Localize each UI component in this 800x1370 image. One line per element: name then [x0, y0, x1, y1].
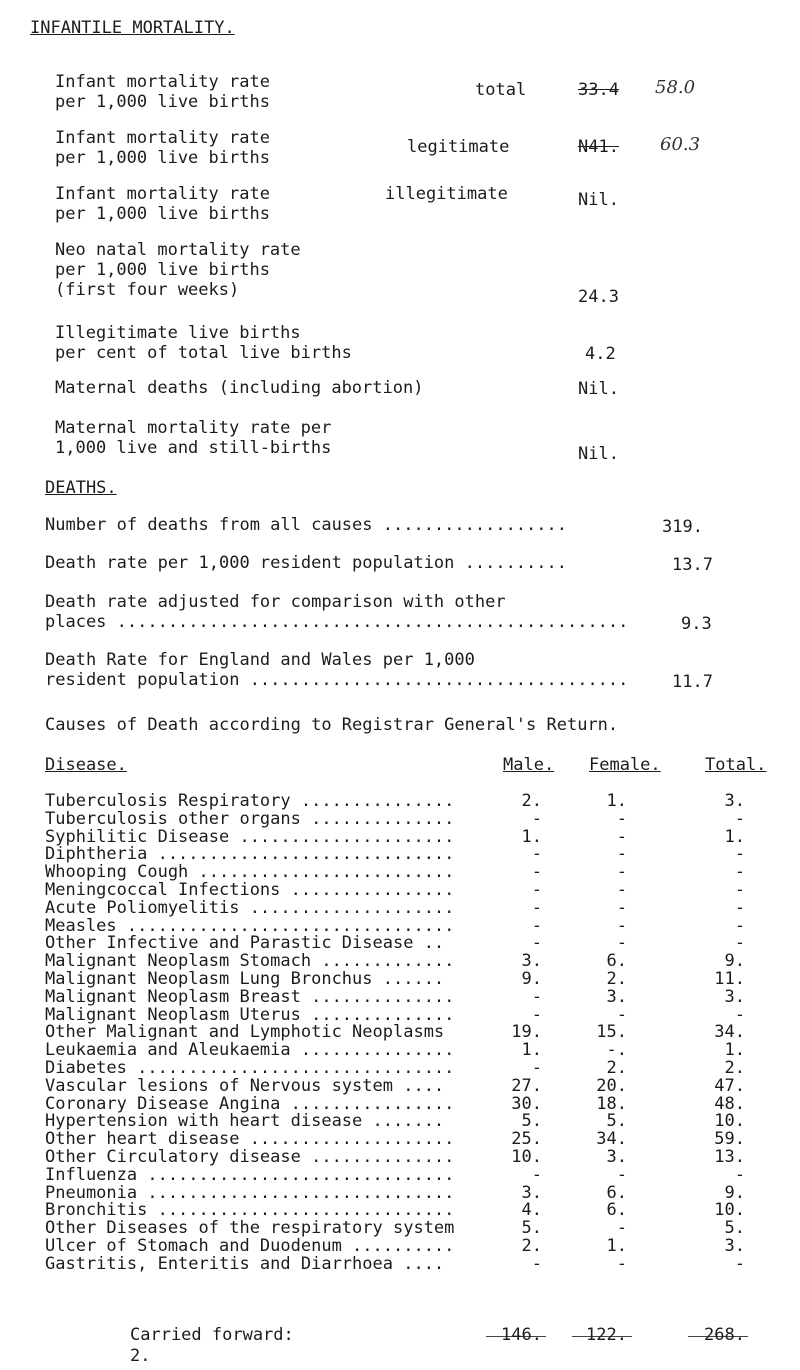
stat-value: 24.3	[578, 287, 619, 307]
total-count: -	[734, 809, 745, 829]
col-header-male: Male.	[503, 755, 555, 775]
male-count: -	[531, 1058, 542, 1078]
stat-value: 9.3	[681, 614, 712, 634]
male-count: 10.	[511, 1147, 542, 1167]
disease-name: Tuberculosis Respiratory ...............	[45, 791, 455, 811]
disease-name: Vascular lesions of Nervous system ....	[45, 1076, 445, 1096]
female-count: 3.	[606, 1147, 627, 1167]
female-count: -	[616, 1165, 627, 1185]
female-count: -	[616, 827, 627, 847]
male-count: 5.	[521, 1218, 542, 1238]
disease-name: Other Circulatory disease ..............	[45, 1147, 455, 1167]
male-count: 25.	[511, 1129, 542, 1149]
stat-value: 4.2	[585, 344, 616, 364]
female-count: 15.	[596, 1022, 627, 1042]
total-count: 1.	[724, 1040, 745, 1060]
disease-name: Malignant Neoplasm Breast ..............	[45, 987, 455, 1007]
total-count: 2.	[724, 1058, 745, 1078]
disease-name: Diphtheria .............................	[45, 844, 455, 864]
male-count: -	[531, 1005, 542, 1025]
disease-name: Pneumonia ..............................	[45, 1183, 455, 1203]
female-count: -	[616, 880, 627, 900]
disease-name: Leukaemia and Aleukaemia ...............	[45, 1040, 455, 1060]
male-count: 4.	[521, 1200, 542, 1220]
female-count: -	[616, 916, 627, 936]
disease-name: Malignant Neoplasm Uterus ..............	[45, 1005, 455, 1025]
male-count: 3.	[521, 951, 542, 971]
handwritten-correction: 58.0	[655, 77, 696, 98]
male-count: 2.	[521, 1236, 542, 1256]
disease-name: Diabetes ...............................	[45, 1058, 455, 1078]
disease-name: Coronary Disease Angina ................	[45, 1094, 455, 1114]
stat-label: resident population .....................................	[45, 670, 629, 690]
female-count: 6.	[606, 1200, 627, 1220]
male-count: -	[531, 844, 542, 864]
page-number: 2.	[130, 1346, 151, 1366]
female-count: 2.	[606, 969, 627, 989]
carried-forward-male: 146.	[501, 1325, 542, 1345]
male-count: -	[531, 933, 542, 953]
deaths-heading: DEATHS.	[45, 478, 117, 498]
female-count: 1.	[606, 1236, 627, 1256]
male-count: 1.	[521, 1040, 542, 1060]
female-count: -	[616, 933, 627, 953]
male-count: -	[531, 862, 542, 882]
stat-category: legitimate	[407, 137, 510, 157]
total-count: -	[734, 844, 745, 864]
female-count: 3.	[606, 987, 627, 1007]
stat-label: per 1,000 live births	[55, 204, 270, 224]
male-count: -	[531, 1165, 542, 1185]
male-count: -	[531, 1254, 542, 1274]
female-count: 1.	[606, 791, 627, 811]
stat-label: places ..................................................	[45, 612, 629, 632]
male-count: 3.	[521, 1183, 542, 1203]
stat-value: Nil.	[578, 444, 619, 464]
female-count: 6.	[606, 951, 627, 971]
stat-label: Death rate adjusted for comparison with other	[45, 592, 506, 612]
disease-name: Other Diseases of the respiratory system	[45, 1218, 455, 1238]
stat-label: (first four weeks)	[55, 280, 240, 300]
male-count: 1.	[521, 827, 542, 847]
total-count: -	[734, 862, 745, 882]
female-count: 18.	[596, 1094, 627, 1114]
female-count: 34.	[596, 1129, 627, 1149]
female-count: 2.	[606, 1058, 627, 1078]
total-count: -	[734, 933, 745, 953]
total-count: 5.	[724, 1218, 745, 1238]
female-count: -	[616, 1254, 627, 1274]
causes-heading: Causes of Death according to Registrar General's Return.	[45, 715, 619, 735]
stat-label: Maternal deaths (including abortion)	[55, 378, 424, 398]
total-count: 34.	[714, 1022, 745, 1042]
disease-name: Acute Poliomyelitis ....................	[45, 898, 455, 918]
stat-label: 1,000 live and still-births	[55, 438, 332, 458]
female-count: -	[616, 1005, 627, 1025]
disease-name: Other Infective and Parastic Disease ..	[45, 933, 445, 953]
stat-label: per 1,000 live births	[55, 148, 270, 168]
stat-label: Death Rate for England and Wales per 1,000	[45, 650, 475, 670]
total-count: 47.	[714, 1076, 745, 1096]
stat-value: 33.4	[578, 80, 619, 100]
total-count: 3.	[724, 1236, 745, 1256]
total-count: 10.	[714, 1111, 745, 1131]
female-count: -	[616, 809, 627, 829]
total-count: -	[734, 1005, 745, 1025]
stat-label: Maternal mortality rate per	[55, 418, 332, 438]
stat-label: per cent of total live births	[55, 343, 352, 363]
total-count: -	[734, 1165, 745, 1185]
female-count: -.	[606, 1040, 627, 1060]
male-count: 30.	[511, 1094, 542, 1114]
disease-name: Syphilitic Disease .....................	[45, 827, 455, 847]
page-title: INFANTILE MORTALITY.	[30, 18, 235, 38]
female-count: -	[616, 844, 627, 864]
female-count: -	[616, 898, 627, 918]
disease-name: Gastritis, Enteritis and Diarrhoea ....	[45, 1254, 445, 1274]
total-count: 9.	[724, 1183, 745, 1203]
total-count: 3.	[724, 987, 745, 1007]
female-count: -	[616, 1218, 627, 1238]
female-count: 5.	[606, 1111, 627, 1131]
stat-label: per 1,000 live births	[55, 92, 270, 112]
male-count: 9.	[521, 969, 542, 989]
stat-label: Death rate per 1,000 resident population ..........	[45, 553, 567, 573]
total-count: 10.	[714, 1200, 745, 1220]
stat-label: Illegitimate live births	[55, 323, 301, 343]
male-count: -	[531, 809, 542, 829]
male-count: -	[531, 987, 542, 1007]
male-count: 27.	[511, 1076, 542, 1096]
total-count: 59.	[714, 1129, 745, 1149]
female-count: 6.	[606, 1183, 627, 1203]
disease-name: Measles ................................	[45, 916, 455, 936]
col-header-female: Female.	[589, 755, 661, 775]
disease-name: Meningcoccal Infections ................	[45, 880, 455, 900]
stat-category: total	[475, 80, 527, 100]
stat-label: Infant mortality rate	[55, 128, 270, 148]
total-count: 11.	[714, 969, 745, 989]
disease-name: Tuberculosis other organs ..............	[45, 809, 455, 829]
stat-value: 319.	[662, 517, 703, 537]
stat-label: Infant mortality rate	[55, 184, 270, 204]
stat-value: Nil.	[578, 379, 619, 399]
disease-name: Whooping Cough .........................	[45, 862, 455, 882]
stat-value: 11.7	[672, 672, 713, 692]
stat-label: Number of deaths from all causes ..................	[45, 515, 567, 535]
disease-name: Malignant Neoplasm Stomach .............	[45, 951, 455, 971]
male-count: 2.	[521, 791, 542, 811]
total-count: 9.	[724, 951, 745, 971]
total-count: -	[734, 1254, 745, 1274]
male-count: -	[531, 916, 542, 936]
carried-forward-label: Carried forward:	[130, 1325, 294, 1345]
total-count: 48.	[714, 1094, 745, 1114]
stat-value: N41.	[578, 137, 619, 157]
disease-name: Ulcer of Stomach and Duodenum ..........	[45, 1236, 455, 1256]
male-count: 5.	[521, 1111, 542, 1131]
disease-name: Other heart disease ....................	[45, 1129, 455, 1149]
male-count: -	[531, 880, 542, 900]
stat-value: 13.7	[672, 555, 713, 575]
male-count: -	[531, 898, 542, 918]
disease-name: Malignant Neoplasm Lung Bronchus ......	[45, 969, 445, 989]
handwritten-correction: 60.3	[660, 134, 701, 155]
disease-name: Other Malignant and Lymphotic Neoplasms	[45, 1022, 445, 1042]
disease-name: Influenza ..............................	[45, 1165, 455, 1185]
stat-category: illegitimate	[385, 184, 508, 204]
stat-label: Neo natal mortality rate	[55, 240, 301, 260]
total-count: 13.	[714, 1147, 745, 1167]
female-count: 20.	[596, 1076, 627, 1096]
total-count: -	[734, 898, 745, 918]
male-count: 19.	[511, 1022, 542, 1042]
total-count: 1.	[724, 827, 745, 847]
carried-forward-female: 122.	[586, 1325, 627, 1345]
col-header-total: Total.	[705, 755, 767, 775]
female-count: -	[616, 862, 627, 882]
stat-label: per 1,000 live births	[55, 260, 270, 280]
total-count: -	[734, 916, 745, 936]
carried-forward-total: 268.	[704, 1325, 745, 1345]
col-header-disease: Disease.	[45, 755, 127, 775]
total-count: -	[734, 880, 745, 900]
disease-name: Hypertension with heart disease .......	[45, 1111, 445, 1131]
total-count: 3.	[724, 791, 745, 811]
stat-value: Nil.	[578, 190, 619, 210]
disease-name: Bronchitis .............................	[45, 1200, 455, 1220]
stat-label: Infant mortality rate	[55, 72, 270, 92]
